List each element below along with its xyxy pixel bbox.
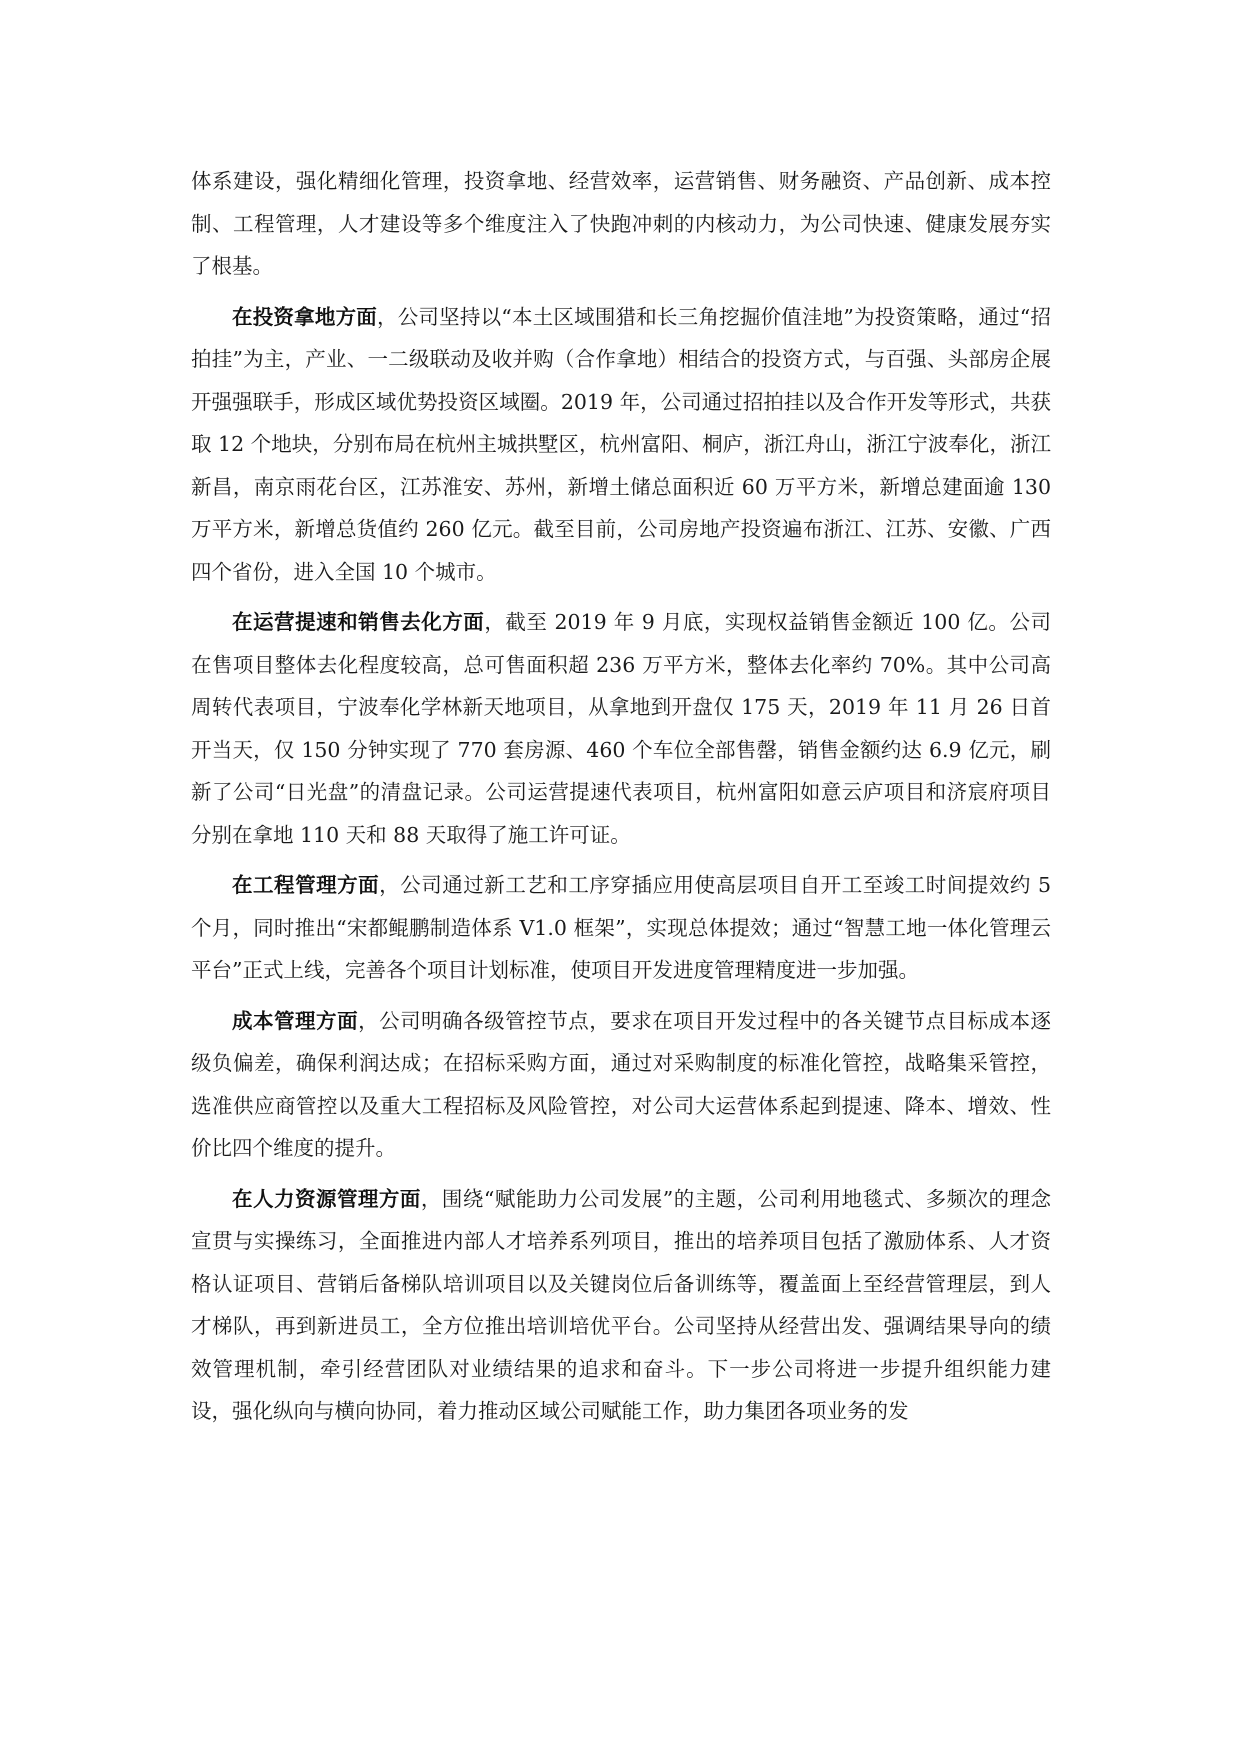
- paragraph-engineering: [191, 864, 1051, 992]
- paragraph-text: ，公司坚持以“本土区域围猎和长三角挖掘价值洼地”为投资策略，通过“招拍挂”为主，产业、一二级联动及收并购（合作拿地）相结合的投资方式，与百强、头部房企展开强强联手，形成区域优势投资区域圈。2019 年，公司通过招拍挂以及合作开发等形式，共获取 12 个地块，分别布局在杭州主城拱墅区，杭州富阳、桐庐，浙江舟山，浙江宁波奉化，浙江新昌，南京雨花台区，江苏淮安、苏州，新增土储总面积近 60 万平方米，新增总建面逾 130 万平方米，新增总货值约 260 亿元。截至目前，公司房地产投资遍布浙江、江苏、安徽、广西四个省份，进入全国 10 个城市。: [191, 304, 1051, 584]
- document-body: [191, 160, 1051, 1441]
- paragraph-lead: 在人力资源管理方面: [232, 1186, 421, 1211]
- paragraph-lead: 在工程管理方面: [232, 873, 380, 897]
- paragraph-investment: [191, 296, 1051, 594]
- paragraph-human-resources: [191, 1178, 1051, 1433]
- paragraph-text: ，围绕“赋能助力公司发展”的主题，公司利用地毯式、多频次的理念宣贯与实操练习，全面推进内部人才培养系列项目，推出的培养项目包括了激励体系、人才资格认证项目、营销后备梯队培训项目以及关键岗位后备训练等，覆盖面上至经营管理层，到人才梯队，再到新进员工，全方位推出培训培优平台。公司坚持从经营出发、强调结果导向的绩效管理机制，牵引经营团队对业绩结果的追求和奋斗。下一步公司将进一步提升组织能力建设，强化纵向与横向协同，着力推动区域公司赋能工作，助力集团各项业务的发: [191, 1186, 1052, 1423]
- paragraph-text: ，公司通过新工艺和工序穿插应用使高层项目自开工至竣工时间提效约 5 个月，同时推出“宋都鲲鹏制造体系 V1.0 框架”，实现总体提效；通过“智慧工地一体化管理云平台”正式上线，完善各个项目计划标准，使项目开发进度管理精度进一步加强。: [191, 873, 1051, 982]
- paragraph-intro: [191, 160, 1051, 288]
- paragraph-cost: [191, 1000, 1051, 1170]
- paragraph-text: 体系建设，强化精细化管理，投资拿地、经营效率，运营销售、财务融资、产品创新、成本控制、工程管理，人才建设等多个维度注入了快跑冲刺的内核动力，为公司快速、健康发展夯实了根基。: [191, 169, 1051, 278]
- paragraph-lead: 在投资拿地方面: [232, 304, 377, 329]
- paragraph-text: ，截至 2019 年 9 月底，实现权益销售金额近 100 亿。公司在售项目整体去化程度较高，总可售面积超 236 万平方米，整体去化率约 70%。其中公司高周转代表项目，宁波奉化学林新天地项目，从拿地到开盘仅 175 天，2019 年 11 月 26 日首开当天，仅 150 分钟实现了 770 套房源、460 个车位全部售罄，销售金额约达 6.9 亿元，刷新了公司“日光盘”的清盘记录。公司运营提速代表项目，杭州富阳如意云庐项目和济宸府项目分别在拿地 110 天和 88 天取得了施工许可证。: [191, 610, 1051, 847]
- paragraph-lead: 成本管理方面: [232, 1008, 359, 1033]
- paragraph-lead: 在运营提速和销售去化方面: [232, 610, 485, 634]
- paragraph-text: ，公司明确各级管控节点，要求在项目开发过程中的各关键节点目标成本逐级负偏差，确保利润达成；在招标采购方面，通过对采购制度的标准化管控，战略集采管控，选准供应商管控以及重大工程招标及风险管控，对公司大运营体系起到提速、降本、增效、性价比四个维度的提升。: [191, 1008, 1052, 1160]
- paragraph-operations-sales: [191, 601, 1051, 856]
